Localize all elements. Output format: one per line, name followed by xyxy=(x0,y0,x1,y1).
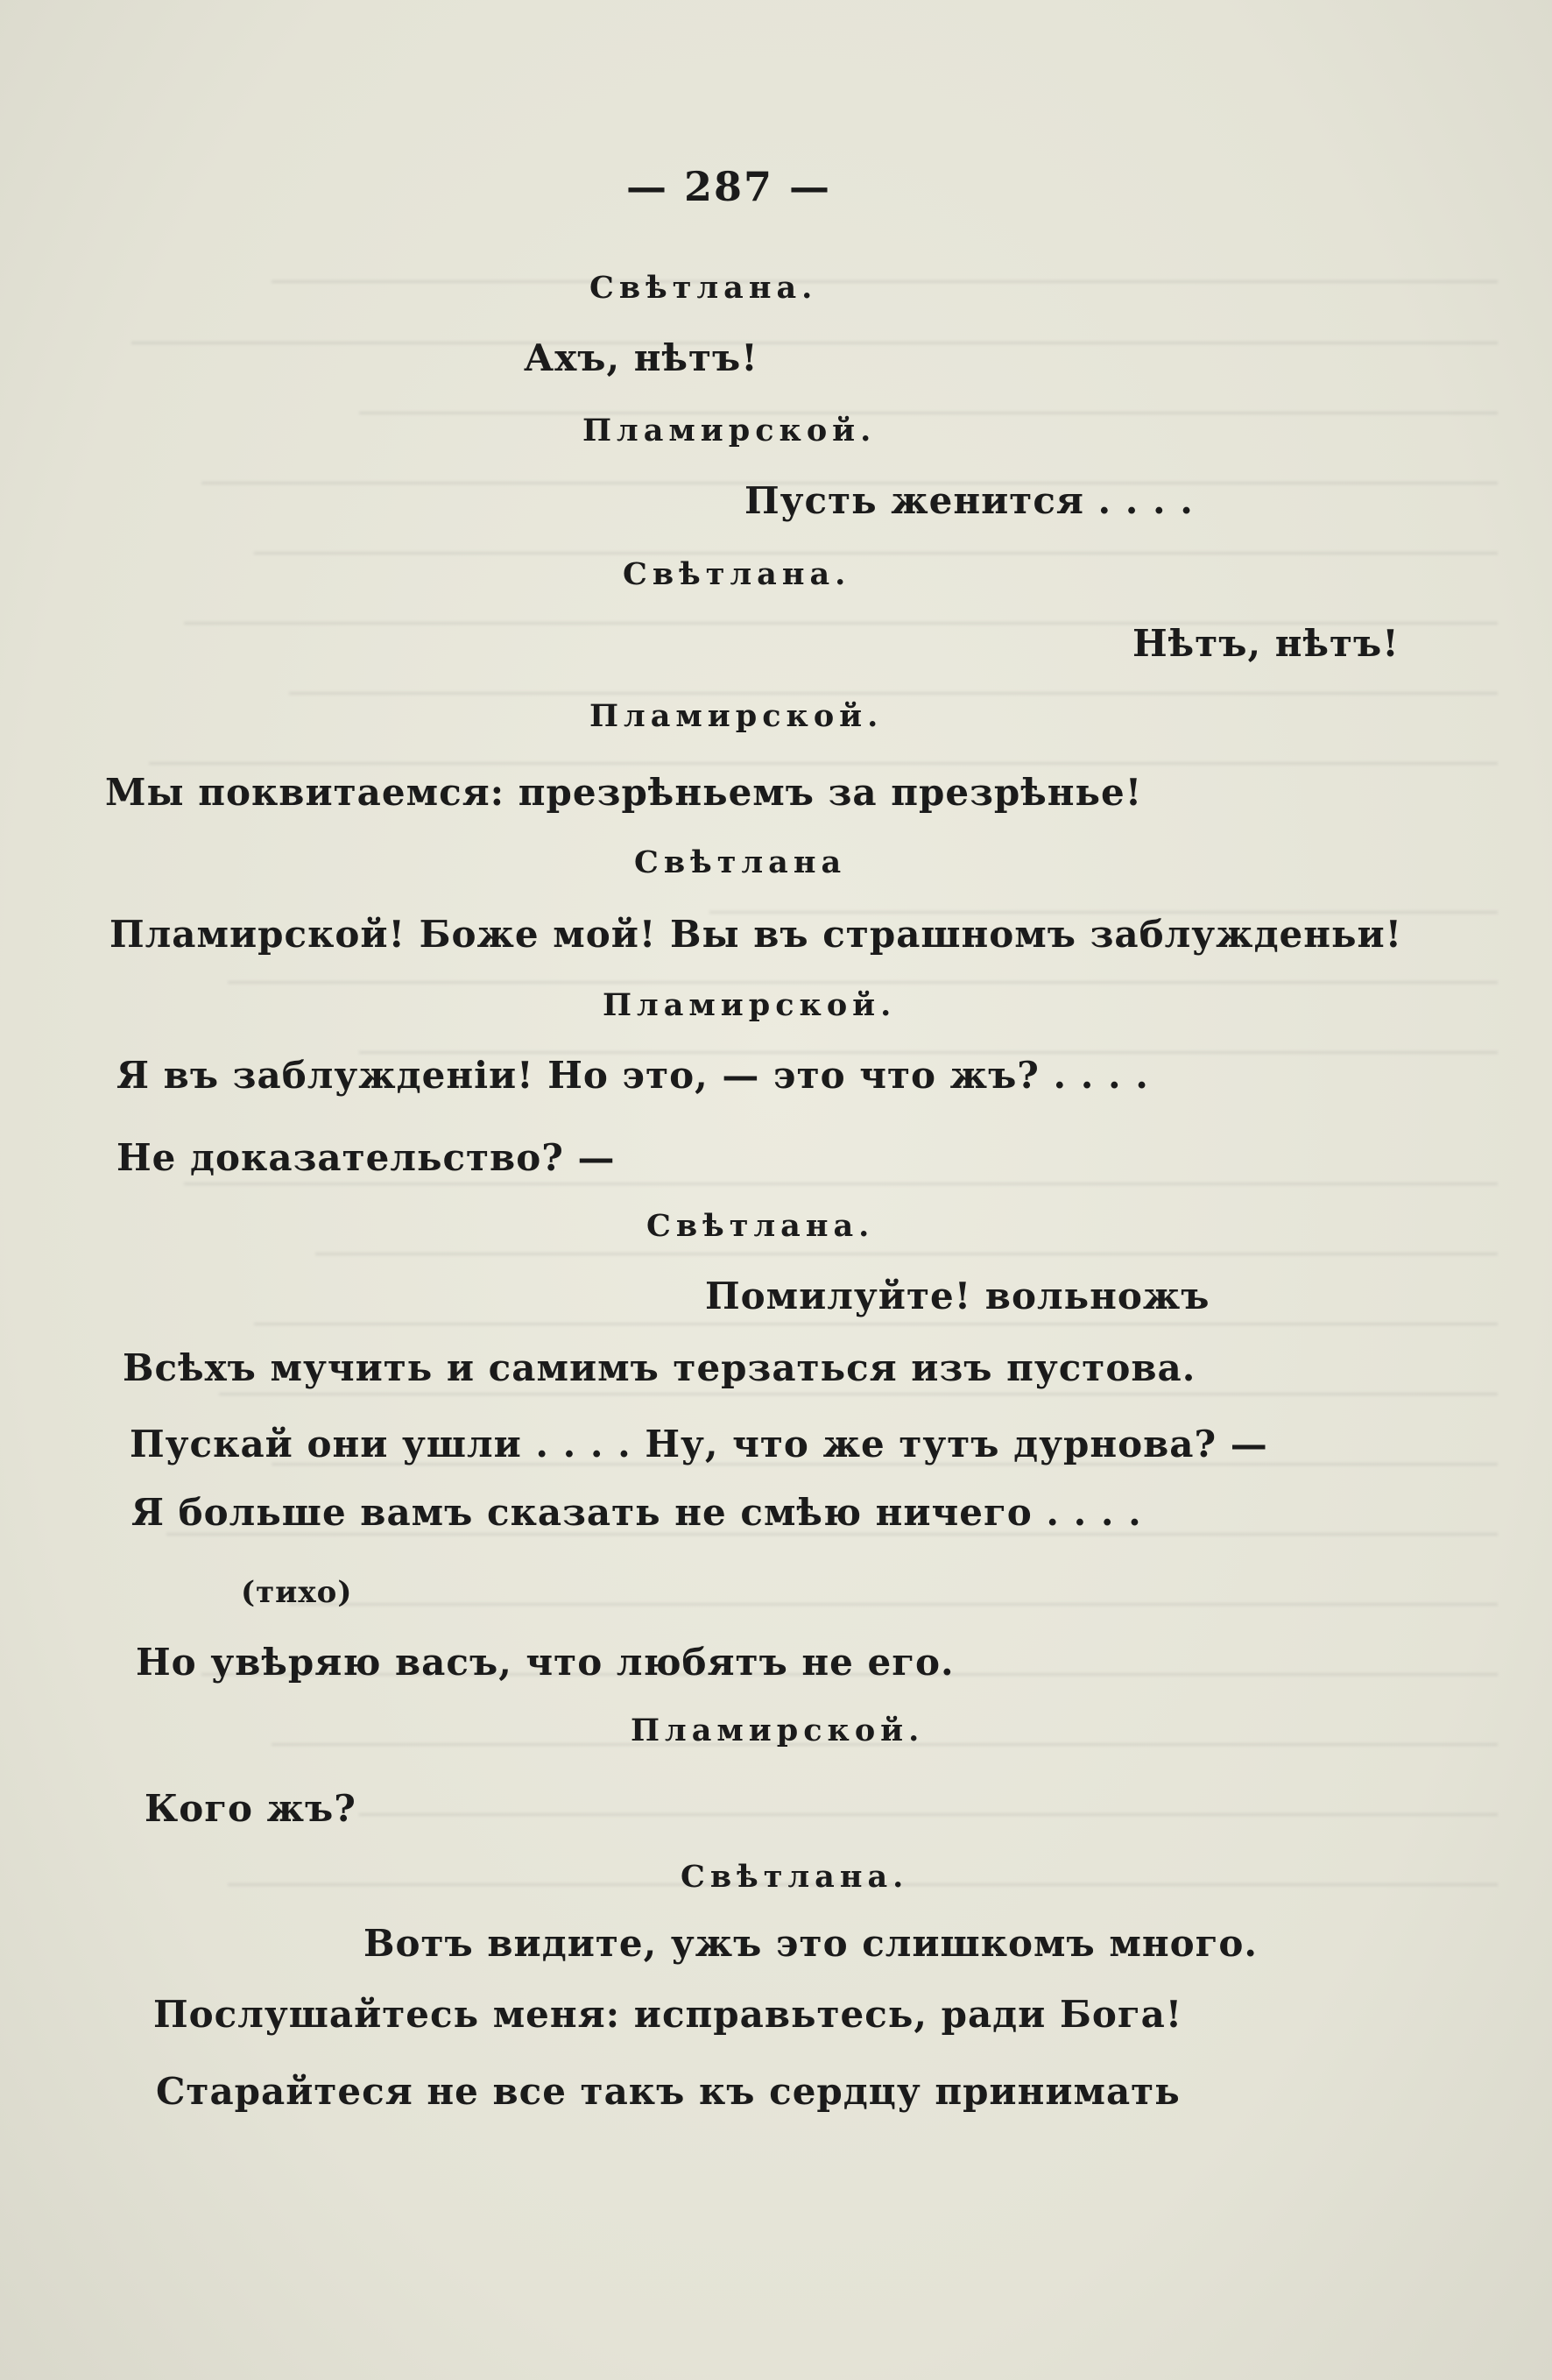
verse-line: Пламирской! Боже мой! Вы въ страшномъ заблужденьи! xyxy=(109,913,1403,956)
verse-line: Мы поквитаемся: презрѣньемъ за презрѣнье! xyxy=(105,771,1143,814)
speaker-plamirskoy: Пламирской. xyxy=(631,1713,925,1748)
stage-direction: (тихо) xyxy=(241,1575,353,1610)
speaker-svetlana: Свѣтлана. xyxy=(681,1859,909,1895)
verse-line: Пускай они ушли . . . . Ну, что же тутъ дурнова? — xyxy=(130,1423,1268,1465)
speaker-plamirskoy: Пламирской. xyxy=(589,698,884,734)
verse-line: Кого жъ? xyxy=(145,1787,356,1830)
verse-line: Ахъ, нѣтъ! xyxy=(524,336,758,379)
verse-line: Помилуйте! вольножъ xyxy=(705,1275,1210,1317)
speaker-plamirskoy: Пламирской. xyxy=(582,413,877,448)
speaker-svetlana: Свѣтлана. xyxy=(623,556,851,592)
speaker-plamirskoy: Пламирской. xyxy=(603,987,897,1023)
verse-line: Старайтеся не все такъ къ сердцу принимать xyxy=(156,2070,1181,2113)
verse-line: Вотъ видите, ужъ это слишкомъ много. xyxy=(363,1922,1258,1965)
verse-line: Всѣхъ мучить и самимъ терзаться изъ пустова. xyxy=(123,1346,1196,1389)
verse-line: Нѣтъ, нѣтъ! xyxy=(1132,622,1400,665)
speaker-svetlana: Свѣтлана xyxy=(634,844,847,880)
speaker-svetlana: Свѣтлана. xyxy=(646,1208,875,1244)
verse-line: Но увѣряю васъ, что любятъ не его. xyxy=(136,1641,955,1684)
verse-line: Пусть женится . . . . xyxy=(744,479,1194,522)
speaker-svetlana: Свѣтлана. xyxy=(589,270,818,306)
verse-line: Я въ заблужденіи! Но это, — это что жъ? . . . . xyxy=(116,1054,1149,1097)
verse-line: Я больше вамъ сказать не смѣю ничего . . . . xyxy=(131,1491,1142,1534)
verse-line: Послушайтесь меня: исправьтесь, ради Бога! xyxy=(153,1993,1183,2036)
verse-line: Не доказательство? — xyxy=(116,1136,616,1179)
page-number: — 287 — xyxy=(626,163,832,210)
